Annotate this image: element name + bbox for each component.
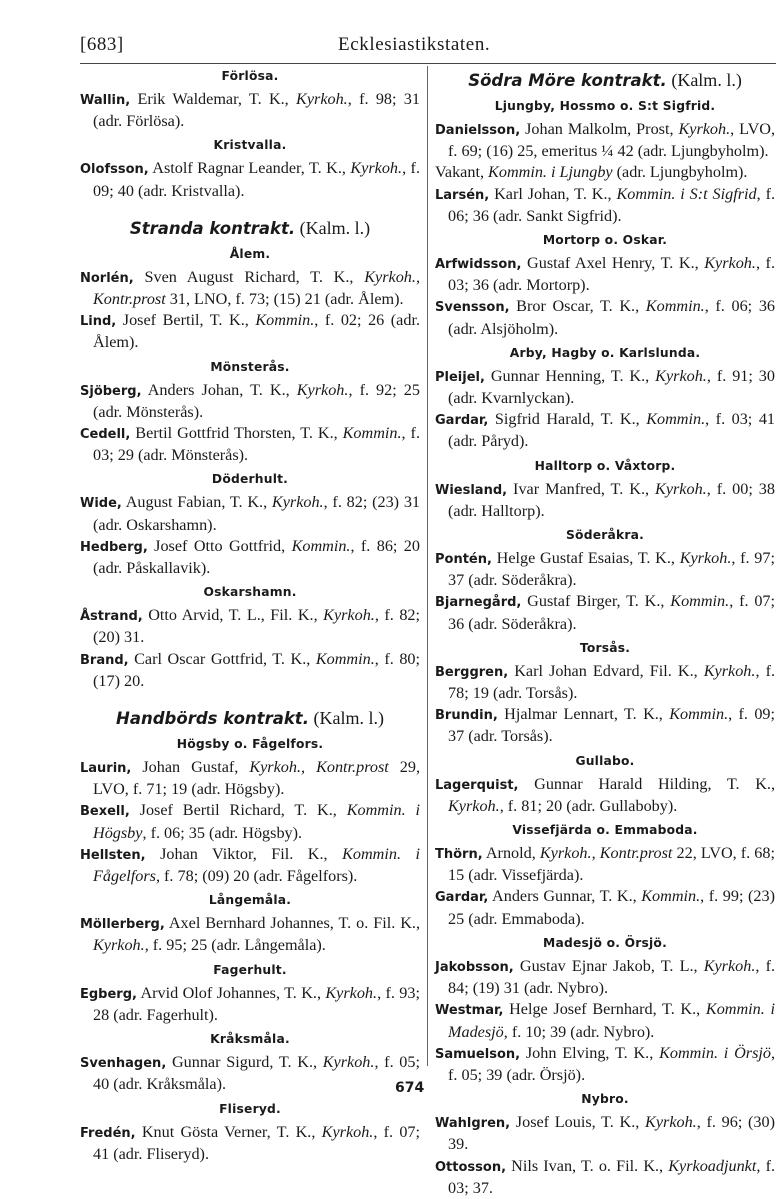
parish-heading: Vissefjärda o. Emmaboda. [512, 823, 698, 838]
surname: Gardar, [435, 413, 489, 429]
clergy-entry: Brundin, Hjalmar Lennart, T. K., Kommin., f. 09; 37 (adr. Torsås). [435, 705, 775, 746]
surname: Larsén, [435, 187, 490, 203]
clergy-entry: Hedberg, Josef Otto Gottfrid, Kommin., f. 86; 20 (adr. Påskallavik). [80, 536, 420, 578]
parish-heading: Oskarshamn. [203, 585, 297, 600]
clergy-entry: Lagerquist, Gunnar Harald Hilding, T. K., Kyrkoh., f. 81; 20 (adr. Gullaboby). [435, 774, 775, 815]
surname: Arfwidsson, [435, 257, 522, 273]
surname: Brand, [80, 652, 129, 668]
clergy-entry: Berggren, Karl Johan Edvard, Fil. K., Kyrkoh., f. 78; 19 (adr. Torsås). [435, 661, 776, 703]
left-column [80, 68, 420, 1165]
surname: Thörn, [435, 847, 483, 863]
contract-heading: Stranda kontrakt. (Kalm. l.) [129, 217, 371, 238]
clergy-entry: Thörn, Arnold, Kyrkoh., Kontr.prost 22, LVO, f. 68; 15 (adr. Vissefjärda). [435, 844, 775, 885]
surname: Åstrand, [80, 609, 143, 625]
parish-heading: Fliseryd. [219, 1101, 281, 1116]
clergy-entry: Cedell, Bertil Gottfrid Thorsten, T. K., Kommin., f. 03; 29 (adr. Mönsterås). [80, 424, 420, 465]
clergy-entry: Svenhagen, Gunnar Sigurd, T. K., Kyrkoh., f. 05; 40 (adr. Kråksmåla). [80, 1053, 420, 1094]
parish-heading: Kråksmåla. [210, 1032, 290, 1047]
clergy-entry: Vakant, Kommin. i Ljungby (adr. Ljungbyholm). [435, 163, 748, 182]
contract-heading: Handbörds kontrakt. (Kalm. l.) [116, 708, 384, 729]
surname: Ottosson, [435, 1159, 507, 1175]
surname: Norlén, [80, 270, 134, 286]
clergy-entry: Arfwidsson, Gustaf Axel Henry, T. K., Kyrkoh., f. 03; 36 (adr. Mortorp). [435, 254, 775, 295]
clergy-entry: Olofsson, Astolf Ragnar Leander, T. K., Kyrkoh., f. 09; 40 (adr. Kristvalla). [80, 159, 420, 200]
surname: Gardar, [435, 890, 489, 906]
surname: Danielsson, [435, 123, 521, 138]
surname: Cedell, [80, 427, 131, 443]
parish-heading: Mortorp o. Oskar. [542, 233, 668, 248]
parish-heading: Högsby o. Fågelfors. [176, 737, 324, 752]
parish-heading: Ålem. [229, 246, 271, 261]
clergy-entry: Laurin, Johan Gustaf, Kyrkoh., Kontr.prost 29, LVO, f. 71; 19 (adr. Högsby). [80, 758, 421, 799]
parish-heading: Madesjö o. Örsjö. [543, 935, 667, 950]
surname: Westmar, [435, 1003, 504, 1019]
surname: Hellsten, [80, 847, 146, 863]
surname: Bexell, [80, 804, 130, 820]
clergy-entry: Samuelson, John Elving, T. K., Kommin. i Örsjö, f. 05; 39 (adr. Örsjö). [435, 1043, 776, 1084]
clergy-entry: Norlén, Sven August Richard, T. K., Kyrkoh., Kontr.prost 31, LNO, f. 73; (15) 21 (adr. Ålem). [80, 267, 420, 309]
clergy-entry: Möllerberg, Axel Bernhard Johannes, T. o. Fil. K., Kyrkoh., f. 95; 25 (adr. Långemåla). [80, 914, 420, 955]
surname: Möllerberg, [80, 917, 165, 933]
surname: Samuelson, [435, 1046, 521, 1062]
surname: Wiesland, [435, 482, 508, 498]
surname: Wallin, [80, 93, 131, 108]
surname: Pleijel, [435, 369, 485, 385]
surname: Lind, [80, 314, 117, 330]
right-column [435, 68, 775, 1199]
parish-heading: Ljungby, Hossmo o. S:t Sigfrid. [494, 99, 716, 113]
clergy-entry: Pleijel, Gunnar Henning, T. K., Kyrkoh., f. 91; 30 (adr. Kvarnlyckan). [435, 366, 775, 408]
clergy-entry: Egberg, Arvid Olof Johannes, T. K., Kyrkoh., f. 93; 28 (adr. Fagerhult). [80, 983, 420, 1024]
surname: Pontén, [435, 552, 492, 568]
parish-heading: Kristvalla. [213, 138, 287, 153]
clergy-entry: Lind, Josef Bertil, T. K., Kommin., f. 02; 26 (adr. Ålem). [80, 311, 421, 352]
column-divider [427, 66, 428, 1066]
parish-heading: Söderåkra. [565, 528, 645, 543]
clergy-entry: Westmar, Helge Josef Bernhard, T. K., Kommin. i Madesjö, f. 10; 39 (adr. Nybro). [435, 1000, 775, 1041]
clergy-entry: Brand, Carl Oscar Gottfrid, T. K., Kommin., f. 80; (17) 20. [80, 649, 421, 690]
parish-heading: Förlösa. [221, 69, 279, 83]
surname: Lagerquist, [435, 777, 519, 793]
clergy-entry: Ottosson, Nils Ivan, T. o. Fil. K., Kyrkoadjunkt, f. 03; 37. [435, 1156, 776, 1197]
surname: Wahlgren, [435, 1116, 511, 1132]
surname: Svensson, [435, 300, 510, 316]
clergy-entry: Svensson, Bror Oscar, T. K., Kommin., f. 06; 36 (adr. Alsjöholm). [435, 297, 776, 338]
clergy-entry: Wiesland, Ivar Manfred, T. K., Kyrkoh., f. 00; 38 (adr. Halltorp). [435, 479, 775, 520]
parish-heading: Halltorp o. Våxtorp. [534, 458, 676, 473]
surname: Olofsson, [80, 162, 149, 178]
clergy-entry: Bjarnegård, Gustaf Birger, T. K., Kommin., f. 07; 36 (adr. Söderåkra). [435, 592, 776, 633]
page-header [80, 34, 776, 66]
clergy-entry: Wide, August Fabian, T. K., Kyrkoh., f. 82; (23) 31 (adr. Oskarshamn). [80, 493, 421, 534]
header-title: Ecklesiastikstaten. [338, 34, 491, 55]
clergy-entry: Bexell, Josef Bertil Richard, T. K., Kommin. i Högsby, f. 06; 35 (adr. Högsby). [80, 801, 420, 842]
surname: Fredén, [80, 1125, 136, 1141]
surname: Sjöberg, [80, 383, 142, 399]
parish-heading: Torsås. [579, 640, 631, 655]
clergy-entry: Hellsten, Johan Viktor, Fil. K., Kommin. i Fågelfors, f. 78; (09) 20 (adr. Fågelfors). [80, 844, 420, 886]
clergy-entry: Jakobsson, Gustav Ejnar Jakob, T. L., Kyrkoh., f. 84; (19) 31 (adr. Nybro). [435, 956, 776, 998]
surname: Jakobsson, [435, 959, 514, 975]
surname: Svenhagen, [80, 1056, 167, 1072]
surname: Brundin, [435, 708, 498, 724]
parish-heading: Mönsterås. [210, 359, 290, 374]
footer-page-number: 674 [395, 1080, 425, 1096]
surname: Wide, [80, 496, 122, 512]
clergy-entry: Pontén, Helge Gustaf Esaias, T. K., Kyrkoh., f. 97; 37 (adr. Söderåkra). [435, 549, 775, 590]
parish-heading: Arby, Hagby o. Karlslunda. [509, 345, 701, 360]
clergy-entry: Wahlgren, Josef Louis, T. K., Kyrkoh., f. 96; (30) 39. [435, 1113, 775, 1154]
clergy-entry: Sjöberg, Anders Johan, T. K., Kyrkoh., f. 92; 25 (adr. Mönsterås). [80, 380, 420, 421]
clergy-entry: Fredén, Knut Gösta Verner, T. K., Kyrkoh., f. 07; 41 (adr. Fliseryd). [80, 1122, 421, 1163]
parish-heading: Döderhult. [211, 472, 289, 487]
header-rule [80, 63, 776, 64]
surname: Bjarnegård, [435, 595, 522, 611]
clergy-entry: Gardar, Anders Gunnar, T. K., Kommin., f. 99; (23) 25 (adr. Emmaboda). [435, 887, 775, 928]
surname: Berggren, [435, 664, 509, 680]
clergy-entry: Gardar, Sigfrid Harald, T. K., Kommin., f. 03; 41 (adr. Påryd). [435, 410, 776, 451]
contract-heading: Södra Möre kontrakt. (Kalm. l.) [468, 70, 742, 90]
clergy-entry: Danielsson, Johan Malkolm, Prost, Kyrkoh., LVO, f. 69; (16) 25, emeritus ¼ 42 (adr. Ljungbyholm). [435, 120, 775, 161]
clergy-entry: Wallin, Erik Waldemar, T. K., Kyrkoh., f. 98; 31 (adr. Förlösa). [80, 90, 420, 131]
parish-heading: Långemåla. [208, 893, 292, 908]
surname: Hedberg, [80, 539, 148, 555]
parish-heading: Nybro. [581, 1092, 629, 1107]
header-page-number: [683] [80, 34, 124, 55]
surname: Egberg, [80, 986, 137, 1002]
clergy-entry: Åstrand, Otto Arvid, T. L., Fil. K., Kyrkoh., f. 82; (20) 31. [80, 606, 421, 647]
parish-heading: Fagerhult. [213, 962, 287, 977]
surname: Laurin, [80, 761, 132, 777]
parish-heading: Gullabo. [575, 753, 635, 768]
clergy-entry: Larsén, Karl Johan, T. K., Kommin. i S:t Sigfrid, f. 06; 36 (adr. Sankt Sigfrid). [435, 184, 775, 225]
